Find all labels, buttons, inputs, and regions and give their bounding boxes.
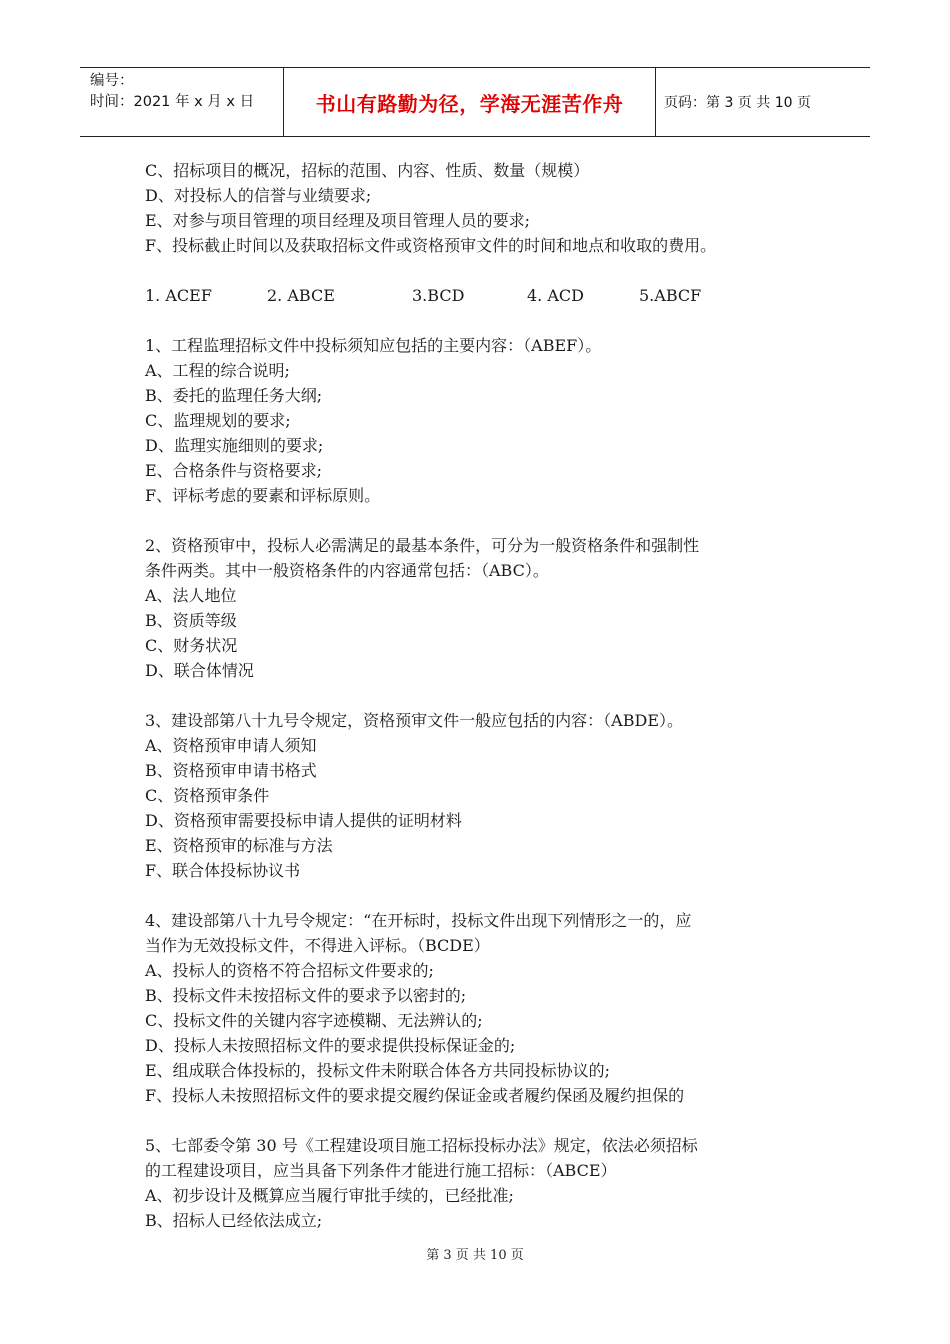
- question-text: 1、工程监理招标文件中投标须知应包括的主要内容：（ABEF）。: [145, 336, 602, 355]
- question-3: [145, 708, 825, 883]
- option-line: A、投标人的资格不符合招标文件要求的;: [145, 961, 434, 980]
- question-text: 的工程建设项目，应当具备下列条件才能进行施工招标：（ABCE）: [145, 1161, 617, 1180]
- option-line: F、投标截止时间以及获取招标文件或资格预审文件的时间和地点和收取的费用。: [145, 236, 717, 255]
- page-footer: 第 3 页 共 10 页: [426, 1248, 524, 1263]
- option-line: A、工程的综合说明;: [145, 361, 290, 380]
- option-line: D、监理实施细则的要求;: [145, 436, 324, 455]
- option-line: A、初步设计及概算应当履行审批手续的，已经批准;: [145, 1186, 514, 1205]
- intro-options: [145, 158, 825, 258]
- option-line: B、招标人已经依法成立;: [145, 1211, 323, 1230]
- header-page-info: 页码：第 3 页 共 10 页: [664, 95, 811, 111]
- question-text: 条件两类。其中一般资格条件的内容通常包括：（ABC）。: [145, 561, 549, 580]
- option-line: B、资质等级: [145, 611, 237, 630]
- option-line: D、投标人未按照招标文件的要求提供投标保证金的;: [145, 1036, 516, 1055]
- option-line: A、法人地位: [145, 586, 237, 605]
- option-line: C、监理规划的要求;: [145, 411, 291, 430]
- option-line: D、联合体情况: [145, 661, 254, 680]
- document-body: [145, 158, 825, 1233]
- option-line: F、投标人未按照招标文件的要求提交履约保证金或者履约保函及履约担保的: [145, 1086, 685, 1105]
- number-label: 编号：: [90, 73, 134, 89]
- page-header: [80, 67, 870, 137]
- question-text: 2、资格预审中，投标人必需满足的最基本条件，可分为一般资格条件和强制性: [145, 536, 700, 555]
- option-line: C、投标文件的关键内容字迹模糊、无法辨认的;: [145, 1011, 483, 1030]
- answer-key-row: [145, 283, 825, 308]
- header-motto: 书山有路勤为径，学海无涯苦作舟: [283, 68, 656, 136]
- question-text: 5、七部委令第 30 号《工程建设项目施工招标投标办法》规定，依法必须招标: [145, 1136, 698, 1155]
- answer-item: 1. ACEF: [145, 286, 212, 305]
- answer-item: 5.ABCF: [639, 286, 702, 305]
- question-5: [145, 1133, 825, 1233]
- option-line: C、招标项目的概况，招标的范围、内容、性质、数量（规模）: [145, 161, 590, 180]
- option-line: B、投标文件未按招标文件的要求予以密封的;: [145, 986, 467, 1005]
- option-line: E、组成联合体投标的，投标文件未附联合体各方共同投标协议的;: [145, 1061, 611, 1080]
- question-text: 4、建设部第八十九号令规定：“在开标时，投标文件出现下列情形之一的，应: [145, 911, 692, 930]
- option-line: C、资格预审条件: [145, 786, 270, 805]
- question-text: 3、建设部第八十九号令规定，资格预审文件一般应包括的内容：（ABDE）。: [145, 711, 684, 730]
- answer-item: 2. ABCE: [267, 286, 335, 305]
- question-1: [145, 333, 825, 508]
- option-line: F、评标考虑的要素和评标原则。: [145, 486, 381, 505]
- option-line: B、资格预审申请书格式: [145, 761, 317, 780]
- option-line: E、资格预审的标准与方法: [145, 836, 333, 855]
- answer-item: 3.BCD: [412, 286, 465, 305]
- option-line: D、对投标人的信誉与业绩要求;: [145, 186, 372, 205]
- option-line: E、对参与项目管理的项目经理及项目管理人员的要求;: [145, 211, 531, 230]
- question-text: 当作为无效投标文件，不得进入评标。（BCDE）: [145, 936, 490, 955]
- option-line: B、委托的监理任务大纲;: [145, 386, 323, 405]
- option-line: A、资格预审申请人须知: [145, 736, 317, 755]
- option-line: E、合格条件与资格要求;: [145, 461, 323, 480]
- question-4: [145, 908, 825, 1108]
- option-line: F、联合体投标协议书: [145, 861, 301, 880]
- option-line: C、财务状况: [145, 636, 238, 655]
- date-label: 时间：2021 年 x 月 x 日: [90, 94, 255, 110]
- answer-item: 4. ACD: [527, 286, 584, 305]
- option-line: D、资格预审需要投标申请人提供的证明材料: [145, 811, 462, 830]
- question-2: [145, 533, 825, 683]
- header-meta: [80, 68, 283, 136]
